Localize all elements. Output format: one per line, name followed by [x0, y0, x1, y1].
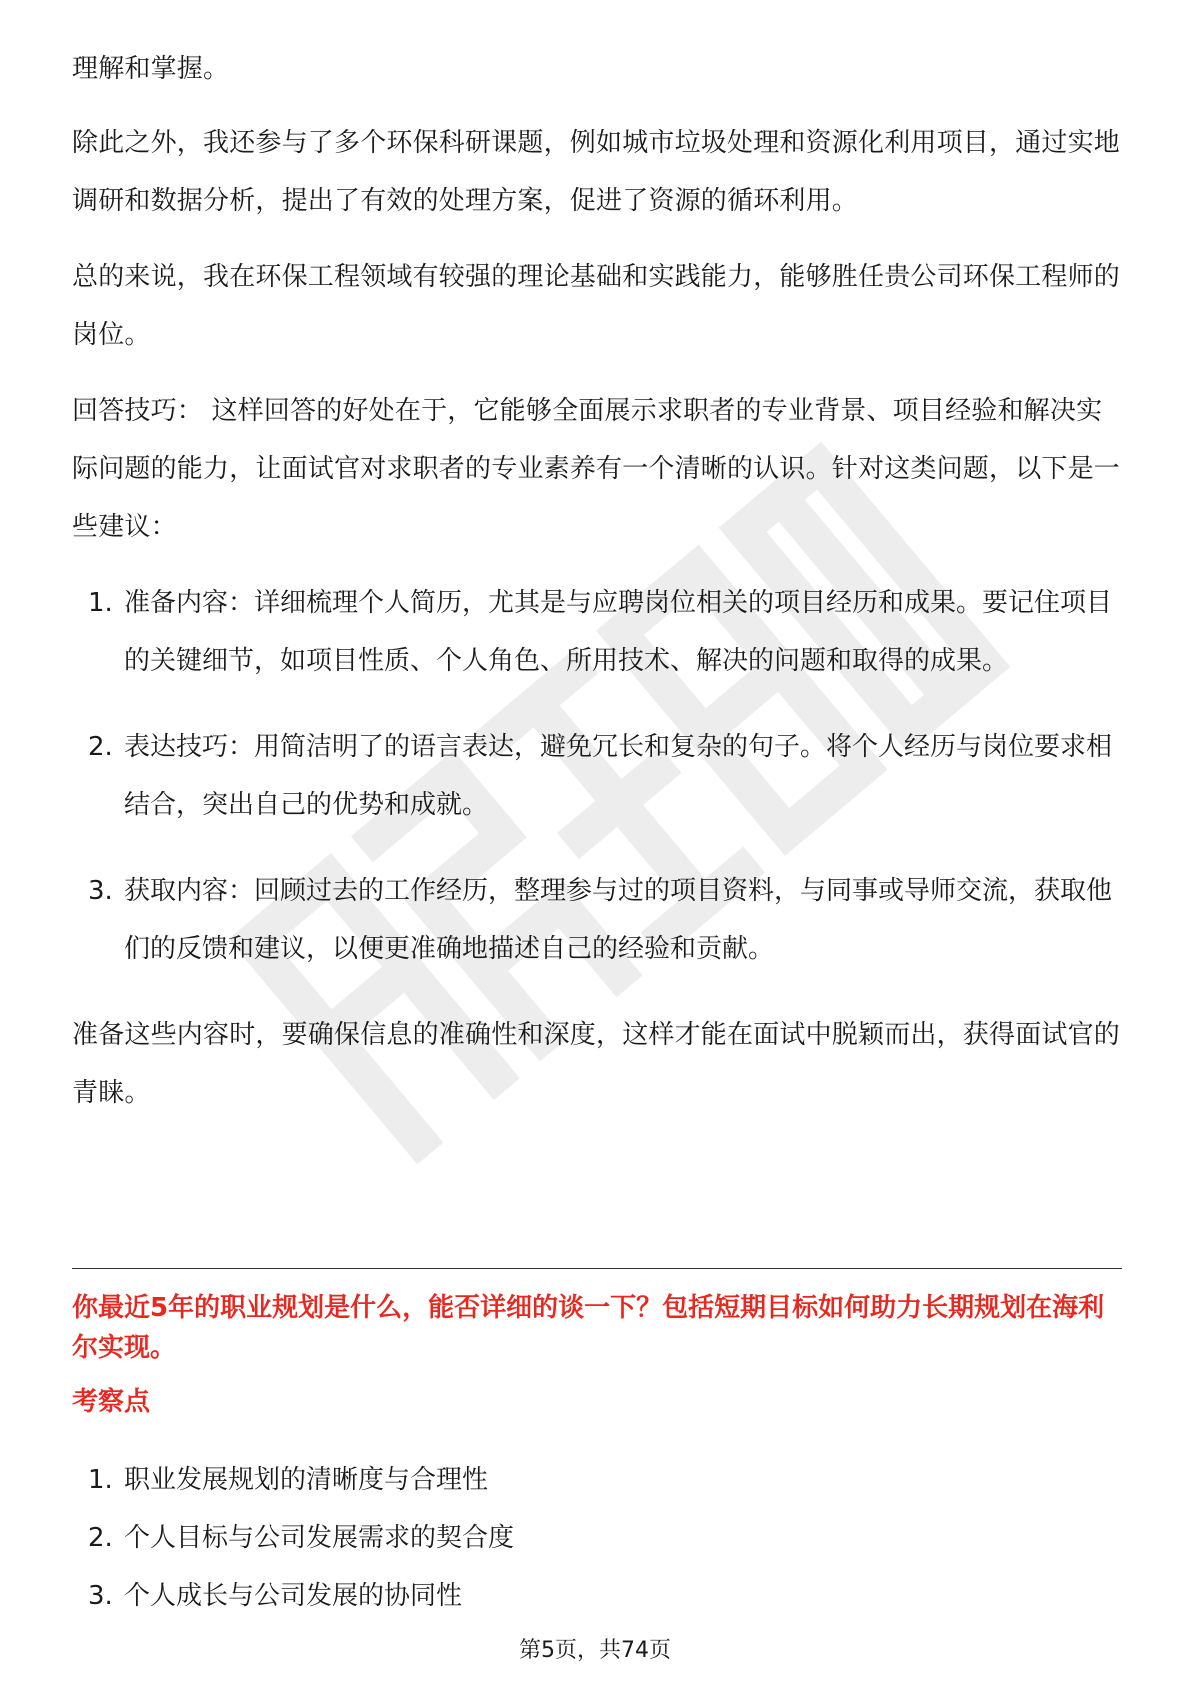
list-item-number: 1. — [88, 588, 113, 618]
list-item — [72, 862, 1122, 978]
list-item-number: 2. — [88, 1523, 113, 1553]
list-item-text: 准备内容：详细梳理个人简历，尤其是与应聘岗位相关的项目经历和成果。要记住项目的关键细节，如项目性质、个人角色、所用技术、解决的问题和取得的成果。 — [124, 588, 1113, 676]
list-item-text: 获取内容：回顾过去的工作经历，整理参与过的项目资料，与同事或导师交流，获取他们的反馈和建议，以便更准确地描述自己的经验和贡献。 — [124, 876, 1113, 964]
list-item — [72, 574, 1122, 690]
paragraph-intro-end: 理解和掌握。 — [72, 54, 230, 84]
list-item-number: 1. — [88, 1465, 113, 1495]
list-item-number: 3. — [88, 876, 113, 906]
page-number: 第5页，共74页 — [519, 1638, 671, 1663]
section-divider — [72, 1268, 1122, 1269]
list-item — [72, 1460, 1122, 1500]
tips-list — [72, 574, 1122, 978]
list-item — [72, 718, 1122, 834]
list-item-text: 职业发展规划的清晰度与合理性 — [124, 1465, 489, 1495]
assessment-points-label: 考察点 — [72, 1387, 151, 1417]
list-item — [72, 1518, 1122, 1558]
document-body — [72, 40, 1122, 1140]
list-item-number: 2. — [88, 732, 113, 762]
assessment-points-list — [72, 1460, 1122, 1634]
list-item-text: 个人目标与公司发展需求的契合度 — [124, 1523, 515, 1553]
list-item-text: 表达技巧：用简洁明了的语言表达，避免冗长和复杂的句子。将个人经历与岗位要求相结合，突出自己的优势和成就。 — [124, 732, 1113, 820]
paragraph-summary: 总的来说，我在环保工程领域有较强的理论基础和实践能力，能够胜任贵公司环保工程师的岗位。 — [72, 262, 1121, 350]
list-item — [72, 1576, 1122, 1616]
list-item-text: 个人成长与公司发展的协同性 — [124, 1581, 463, 1611]
paragraph-conclusion: 准备这些内容时，要确保信息的准确性和深度，这样才能在面试中脱颖而出，获得面试官的青睐。 — [72, 1020, 1121, 1108]
paragraph-answer-tips: 回答技巧： 这样回答的好处在于，它能够全面展示求职者的专业背景、项目经验和解决实际问题的能力，让面试官对求职者的专业素养有一个清晰的认识。针对这类问题，以下是一些建议： — [72, 396, 1121, 542]
list-item-number: 3. — [88, 1581, 113, 1611]
paragraph-research: 除此之外，我还参与了多个环保科研课题，例如城市垃圾处理和资源化利用项目，通过实地调研和数据分析，提出了有效的处理方案，促进了资源的循环利用。 — [72, 128, 1121, 216]
question-heading: 你最近5年的职业规划是什么，能否详细的谈一下？包括短期目标如何助力长期规划在海利尔实现。 — [72, 1293, 1105, 1363]
